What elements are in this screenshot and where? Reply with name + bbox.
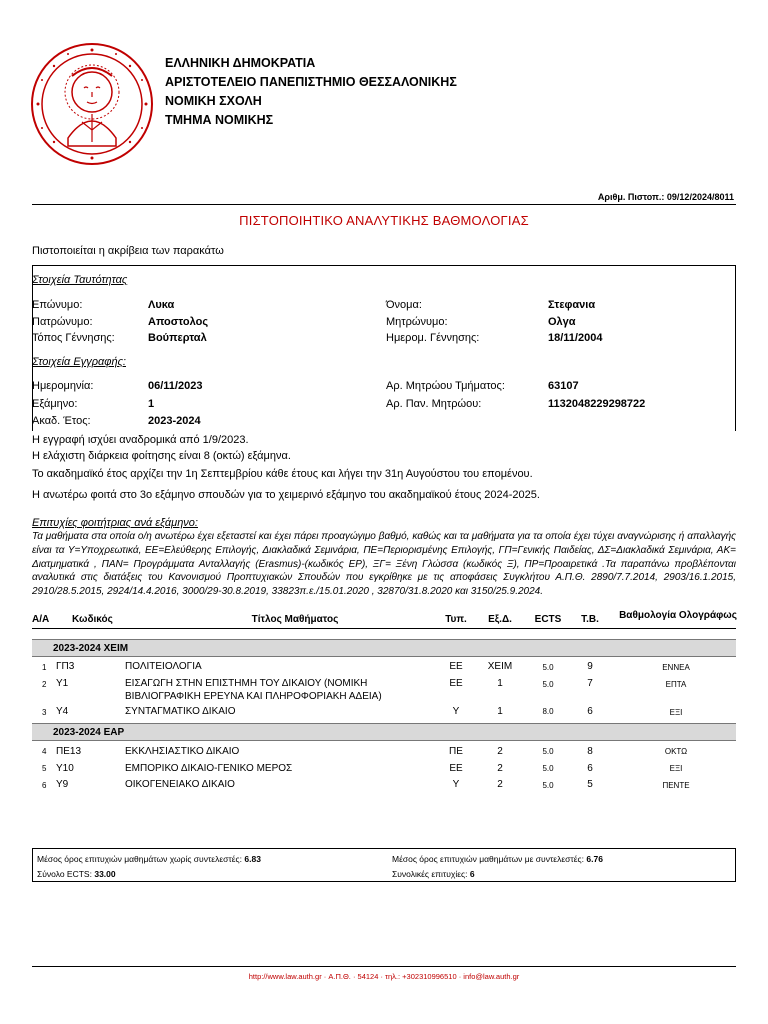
surname-value: Λυκα [148, 299, 175, 311]
course-exam-period: 1 [497, 678, 503, 689]
course-type: ΕΕ [449, 661, 463, 672]
course-grade: 6 [587, 706, 593, 717]
avg-no-coef [37, 854, 261, 864]
col-header-type: Τυπ. [445, 614, 467, 625]
course-ects: 5.0 [542, 747, 554, 756]
course-ects: 5.0 [542, 680, 554, 689]
col-header-code: Κωδικός [72, 614, 113, 625]
course-aa: 5 [42, 764, 47, 773]
course-aa: 4 [42, 747, 47, 756]
header-divider [32, 204, 736, 205]
statement-academic-year: Το ακαδημαϊκό έτος αρχίζει την 1η Σεπτεμβρίου κάθε έτους και λήγει την 31η Αυγούστου του επομένου. [32, 468, 533, 480]
avg-coef [392, 854, 603, 864]
birthplace-label: Τόπος Γέννησης: [32, 332, 115, 344]
header-line-country: ΕΛΛΗΝΙΚΗ ΔΗΜΟΚΡΑΤΙΑ [165, 56, 316, 70]
university-seal-icon [30, 42, 154, 166]
intro-text: Πιστοποιείται η ακρίβεια των παρακάτω [32, 245, 224, 257]
total-passed-label: Συνολικές επιτυχίες: [392, 869, 468, 879]
course-grade: 5 [587, 779, 593, 790]
certificate-number: Αριθμ. Πιστοπ.: 09/12/2024/8011 [597, 192, 734, 202]
course-ects: 5.0 [542, 781, 554, 790]
course-type: ΠΕ [449, 746, 463, 757]
birthplace-value: Βούπερταλ [148, 332, 207, 344]
course-aa: 1 [42, 663, 47, 672]
footer-divider [32, 966, 736, 967]
birthdate-label: Ημερομ. Γέννησης: [386, 332, 480, 344]
avg-no-coef-label: Μέσος όρος επιτυχιών μαθημάτων χωρίς συντελεστές: [37, 854, 242, 864]
avg-no-coef-value: 6.83 [244, 854, 261, 864]
course-title: ΟΙΚΟΓΕΝΕΙΑΚΟ ΔΙΚΑΙΟ [125, 779, 235, 790]
name-label: Όνομα: [386, 299, 422, 311]
course-code: Υ1 [56, 678, 69, 689]
course-title: ΕΚΚΛΗΣΙΑΣΤΙΚΟ ΔΙΚΑΙΟ [125, 746, 240, 757]
course-title: ΠΟΛΙΤΕΙΟΛΟΓΙΑ [125, 661, 202, 672]
course-aa: 3 [42, 708, 47, 717]
semester-value: 1 [148, 398, 155, 410]
col-header-aa: Α/Α [32, 614, 50, 625]
course-ects: 5.0 [542, 764, 554, 773]
course-ects: 8.0 [542, 707, 554, 716]
mother-value: Ολγα [548, 316, 576, 328]
table-header-divider [32, 628, 736, 629]
semester-header-winter [32, 639, 736, 657]
header-line-university: ΑΡΙΣΤΟΤΕΛΕΙΟ ΠΑΝΕΠΙΣΤΗΜΙΟ ΘΕΣΣΑΛΟΝΙΚΗΣ [165, 75, 457, 89]
col-header-title: Τίτλος Μαθήματος [251, 614, 339, 625]
course-grade-words: ΠΕΝΤΕ [662, 781, 690, 790]
course-grade-words: ΕΝΝΕΑ [662, 663, 690, 672]
course-title-line2: ΒΙΒΛΙΟΓΡΑΦΙΚΗ ΕΡΕΥΝΑ ΚΑΙ ΠΛΗΡΟΦΟΡΙΑΚΗ ΑΔΕΙΑ) [125, 691, 382, 702]
surname-label: Επώνυμο: [32, 299, 83, 311]
course-grade: 6 [587, 763, 593, 774]
course-aa: 2 [42, 680, 47, 689]
course-type: ΕΕ [449, 678, 463, 689]
reg-date-label: Ημερομηνία: [32, 380, 94, 392]
father-value: Αποστολος [148, 316, 209, 328]
name-value: Στεφανια [548, 299, 596, 311]
birthdate-value: 18/11/2004 [548, 332, 603, 344]
semester-header-spring [32, 723, 736, 741]
dept-reg-label: Αρ. Μητρώου Τμήματος: [386, 380, 505, 392]
registration-section-label: Στοιχεία Εγγραφής: [32, 356, 126, 368]
header-line-school: ΝΟΜΙΚΗ ΣΧΟΛΗ [165, 94, 262, 108]
course-grade-words: ΕΞΙ [669, 708, 683, 717]
total-passed-value: 6 [469, 869, 475, 879]
col-header-ects: ECTS [534, 614, 562, 625]
col-header-grade: Τ.Β. [581, 614, 599, 625]
course-aa: 6 [42, 781, 47, 790]
statement-retroactive: Η εγγραφή ισχύει αναδρομικά από 1/9/2023. [32, 434, 249, 446]
total-ects-value: 33.00 [94, 869, 116, 879]
course-grade-words: ΟΚΤΩ [664, 747, 688, 756]
academic-year-label: Ακαδ. Έτος: [32, 415, 91, 427]
course-code: Υ4 [56, 706, 69, 717]
academic-year-value: 2023-2024 [148, 415, 201, 427]
course-exam-period: 2 [497, 746, 503, 757]
avg-coef-label: Μέσος όρος επιτυχιών μαθημάτων με συντελεστές: [392, 854, 584, 864]
course-title: ΕΜΠΟΡΙΚΟ ΔΙΚΑΙΟ-ΓΕΝΙΚΟ ΜΕΡΟΣ [125, 763, 293, 774]
course-title: ΕΙΣΑΓΩΓΗ ΣΤΗΝ ΕΠΙΣΤΗΜΗ ΤΟΥ ΔΙΚΑΙΟΥ (ΝΟΜΙΚΗ [125, 678, 368, 689]
course-grade: 9 [587, 661, 593, 672]
course-grade: 7 [587, 678, 593, 689]
course-type: Υ [452, 706, 460, 717]
course-exam-period: 1 [497, 706, 503, 717]
total-ects-label: Σύνολο ECTS: [37, 869, 92, 879]
course-code: ΓΠ3 [56, 661, 75, 672]
dept-reg-value: 63107 [548, 380, 579, 392]
course-grade-words: ΕΞΙ [669, 764, 683, 773]
father-label: Πατρώνυμο: [32, 316, 93, 328]
statement-current-semester: Η ανωτέρω φοιτά στο 3ο εξάμηνο σπουδών για το χειμερινό εξάμηνο του ακαδημαϊκού έτους 2024-2025. [32, 489, 540, 501]
semester-label: 2023-2024 ΧΕΙΜ [53, 643, 129, 654]
document-title: ΠΙΣΤΟΠΟΙΗΤΙΚΟ ΑΝΑΛΥΤΙΚΗΣ ΒΑΘΜΟΛΟΓΙΑΣ [239, 213, 529, 228]
total-ects [37, 869, 116, 879]
semester-label: Εξάμηνο: [32, 398, 78, 410]
mother-label: Μητρώνυμο: [386, 316, 448, 328]
course-grade: 8 [587, 746, 593, 757]
national-reg-label: Αρ. Παν. Μητρώου: [386, 398, 482, 410]
col-header-grade-words: Βαθμολογία Ολογράφως [619, 610, 737, 621]
course-type: ΕΕ [449, 763, 463, 774]
footer-contact: http://www.law.auth.gr · Α.Π.Θ. · 54124 · τηλ.: +302310996510 · info@law.auth.gr [248, 972, 520, 981]
course-ects: 5.0 [542, 663, 554, 672]
semester-label: 2023-2024 ΕΑΡ [53, 727, 125, 738]
course-type: Υ [452, 779, 460, 790]
national-reg-value: 1132048229298722 [548, 398, 646, 410]
col-header-exam: Εξ.Δ. [488, 614, 512, 625]
identity-section-label: Στοιχεία Ταυτότητας [32, 274, 128, 286]
legend-note: Τα μαθήματα στα οποία ο/η ανωτέρω έχει εξεταστεί και έχει πάρει προαγώγιμο βαθμό, καθώς και τα μαθήματα για τα οποία έχει τύχει αναγνώρισης ή απαλλαγής είναι τα Υ=Υποχρεωτικά, ΕΕ=Ελεύθερης Επιλογής, Διακλαδικά Σεμινάρια, ΠΕ=Περιορισμένης Επιλογής, ΓΠ=Γενικής Παιδείας, ΔΣ=Διακλαδικά Σεμινάρια, ΑΚ= Διατμηματικά , ΠΑΝ= Προγράμματα Ανταλλαγής (Erasmus)-(κωδικός ΕΡ), ΞΓ= Ξένη Γλώσσα (κωδικός Ξ), ΠΡ=Προαιρετικά .Τα παραπάνω προβλέπονται αναλυτικά στις διατάξεις του Κανονισμού Προπτυχιακών Σπουδών που εγκρίθηκε με τις αποφάσεις Συγκλήτου Α.Π.Θ. 2890/7.7.2014, 2903/16.1.2015, 2910/28.5.2015, 2924/14.4.2016, 3000/29-30.8.2019, 33823π.ε./15.01.2020 , 32870/31.8.2020 και 3150/25.9.2024. [32, 531, 736, 598]
course-code: ΠΕ13 [56, 746, 82, 757]
course-exam-period: 2 [497, 763, 503, 774]
success-section-label: Επιτυχίες φοιτήτριας ανά εξάμηνο: [32, 517, 198, 529]
institution-header [165, 54, 457, 130]
course-exam-period: ΧΕΙΜ [487, 661, 513, 672]
header-line-department: ΤΜΗΜΑ ΝΟΜΙΚΗΣ [165, 113, 274, 127]
reg-date-value: 06/11/2023 [148, 380, 203, 392]
avg-coef-value: 6.76 [586, 854, 603, 864]
course-title: ΣΥΝΤΑΓΜΑΤΙΚΟ ΔΙΚΑΙΟ [125, 706, 236, 717]
course-exam-period: 2 [497, 779, 503, 790]
statement-min-duration: Η ελάχιστη διάρκεια φοίτησης είναι 8 (οκτώ) εξάμηνα. [32, 450, 291, 462]
course-code: Υ10 [56, 763, 74, 774]
course-code: Υ9 [56, 779, 69, 790]
course-grade-words: ΕΠΤΑ [665, 680, 687, 689]
total-passed [392, 869, 475, 879]
